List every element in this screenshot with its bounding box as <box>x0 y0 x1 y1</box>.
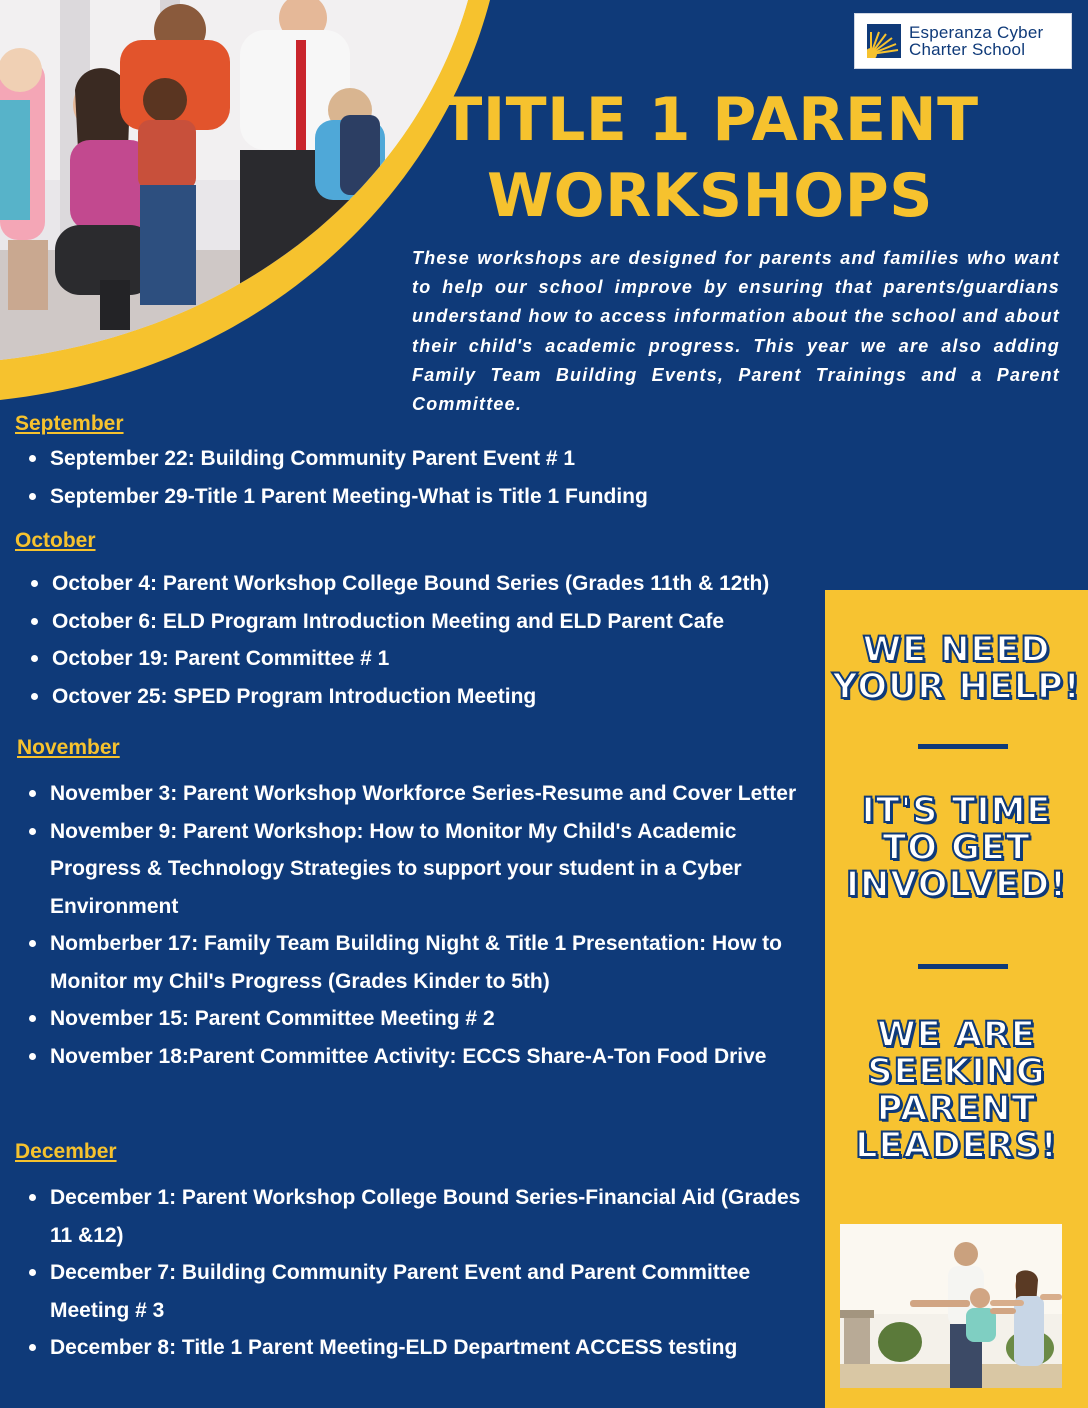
school-logo <box>854 13 1072 69</box>
list-item: November 3: Parent Workshop Workforce Series-Resume and Cover Letter <box>26 775 806 813</box>
slogan-line: IT'S TIME <box>861 791 1052 831</box>
slogan-line: INVOLVED! <box>845 865 1068 905</box>
month-heading-december: December <box>15 1140 117 1163</box>
call-to-action-panel <box>825 590 1088 1408</box>
slogan-line: TO GET <box>882 828 1031 868</box>
list-item: December 1: Parent Workshop College Bound Series-Financial Aid (Grades 11 &12) <box>26 1179 806 1254</box>
logo-line-1: Esperanza Cyber <box>909 23 1044 42</box>
logo-text <box>909 24 1043 58</box>
slogan-line: PARENT <box>876 1089 1037 1129</box>
month-heading-november: November <box>17 736 120 759</box>
logo-line-2: Charter School <box>909 40 1026 59</box>
list-item: October 19: Parent Committee # 1 <box>28 640 818 678</box>
september-event-list <box>26 440 806 515</box>
page-title <box>440 82 980 234</box>
slogan-line: YOUR HELP! <box>832 667 1081 707</box>
slogan-parent-leaders <box>825 1017 1088 1165</box>
list-item: November 9: Parent Workshop: How to Monitor My Child's Academic Progress & Technology Strategies to support your student in a Cyber Environment <box>26 813 806 926</box>
divider <box>918 964 1008 969</box>
november-event-list <box>26 775 806 1075</box>
month-heading-september: September <box>15 412 124 435</box>
list-item: October 6: ELD Program Introduction Meeting and ELD Parent Cafe <box>28 603 818 641</box>
list-item: September 22: Building Community Parent Event # 1 <box>26 440 806 478</box>
list-item: November 15: Parent Committee Meeting # 2 <box>26 1000 806 1038</box>
slogan-get-involved <box>825 793 1088 904</box>
list-item: December 7: Building Community Parent Event and Parent Committee Meeting # 3 <box>26 1254 806 1329</box>
sunburst-icon <box>867 24 901 58</box>
list-item: September 29-Title 1 Parent Meeting-What is Title 1 Funding <box>26 478 806 516</box>
december-event-list <box>26 1179 806 1367</box>
slogan-line: WE ARE <box>877 1015 1036 1055</box>
list-item: November 18:Parent Committee Activity: ECCS Share-A-Ton Food Drive <box>26 1038 806 1076</box>
family-photo <box>840 1224 1062 1388</box>
list-item: Octover 25: SPED Program Introduction Meeting <box>28 678 818 716</box>
list-item: December 8: Title 1 Parent Meeting-ELD Department ACCESS testing <box>26 1329 806 1367</box>
title-line-2: WORKSHOPS <box>486 161 933 231</box>
month-heading-october: October <box>15 529 96 552</box>
title-line-1: TITLE 1 PARENT <box>441 85 979 155</box>
divider <box>918 744 1008 749</box>
slogan-line: WE NEED <box>862 630 1051 670</box>
list-item: October 4: Parent Workshop College Bound Series (Grades 11th & 12th) <box>28 565 818 603</box>
slogan-line: LEADERS! <box>855 1126 1058 1166</box>
intro-paragraph: These workshops are designed for parents and families who want to help our school improve by ensuring that parents/guardians understand how to access information about the school and about their child's academic progress. This year we are also adding Family Team Building Events, Parent Trainings and a Parent Committee. <box>412 248 1060 415</box>
list-item: Nomberber 17: Family Team Building Night & Title 1 Presentation: How to Monitor my Chil's Progress (Grades Kinder to 5th) <box>26 925 806 1000</box>
slogan-line: SEEKING <box>867 1052 1046 1092</box>
october-event-list <box>28 565 818 715</box>
slogan-need-help <box>825 632 1088 706</box>
